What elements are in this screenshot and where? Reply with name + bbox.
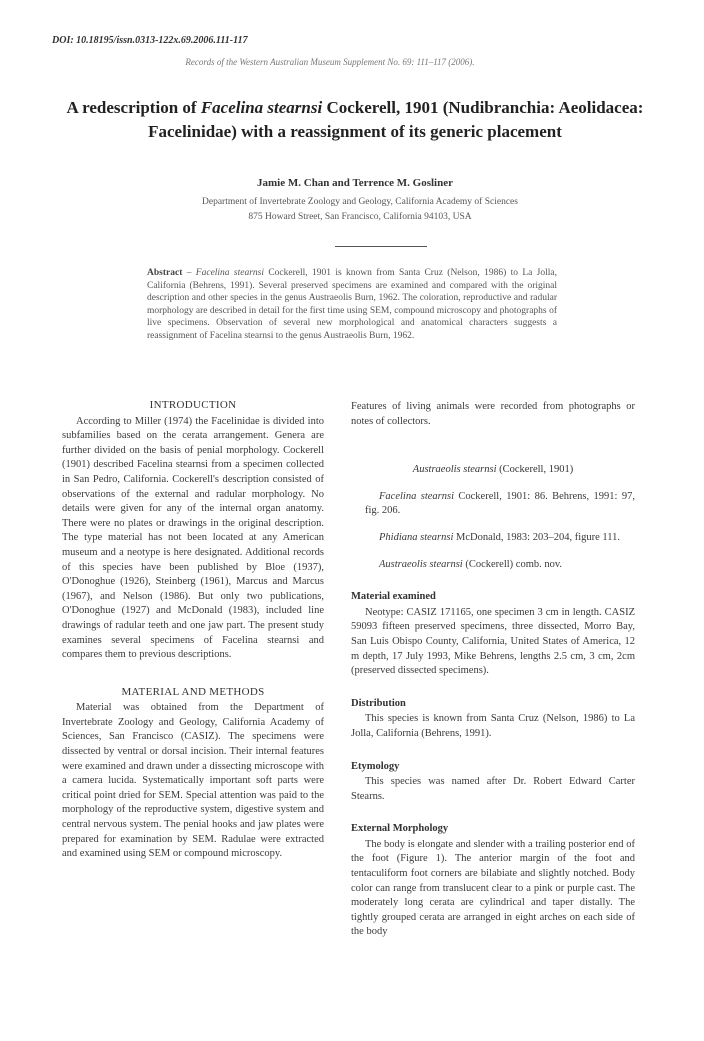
abstract — [147, 267, 557, 342]
synonym-2-ref: McDonald, 1983: 203–204, figure 111. — [453, 531, 621, 543]
material-heading: Material examined — [351, 591, 436, 603]
title-part-1: A redescription of — [66, 98, 201, 117]
synonym-1-ref: Cockerell, 1901: 86. Behrens, 1991: 97, fig. 206. — [365, 490, 635, 517]
doi-line: DOI: 10.18195/issn.0313-122x.69.2006.111-117 — [52, 35, 248, 46]
species-heading — [351, 463, 635, 478]
journal-citation: Records of the Western Australian Museum Supplement No. 69: 111–117 (2006). — [185, 57, 475, 67]
species-heading-author: (Cockerell, 1901) — [496, 464, 574, 476]
synonym-3 — [351, 558, 635, 573]
left-column — [62, 398, 324, 862]
external-morphology-text: The body is elongate and slender with a trailing posterior end of the foot (Figure 1). The anterior margin of the foot and tentaculiform foot corners are bilabiate and slightly notched. Body color can range from translucent clear to a pink or purple cast. The moderately long cerata are cylindrical and taper distally. The tightly grouped cerata are arranged in eight arches on each side of the body — [351, 838, 635, 938]
authors: Jamie M. Chan and Terrence M. Gosliner — [257, 177, 453, 189]
synonym-3-ref: (Cockerell) comb. nov. — [462, 558, 563, 570]
synonym-1 — [351, 490, 635, 519]
abstract-label: Abstract — [147, 268, 183, 278]
right-column — [351, 400, 635, 940]
paper-title — [30, 96, 680, 144]
affiliation-line-2: 875 Howard Street, San Francisco, California 94103, USA — [248, 212, 472, 222]
affiliation-line-1: Department of Invertebrate Zoology and Geology, California Academy of Sciences — [202, 197, 518, 207]
synonym-2 — [351, 531, 635, 546]
etymology-text: This species was named after Dr. Robert Edward Carter Stearns. — [351, 776, 635, 802]
synonym-2-name: Phidiana stearnsi — [379, 531, 454, 543]
separator-rule — [335, 246, 427, 247]
abstract-text: Cockerell, 1901 is known from Santa Cruz (Nelson, 1986) to La Jolla, California (Behrens, 1991). Several preserved specimens are examined and compared with the original description and other species in the genus Austraeolis Burn, 1962. The coloration, reproductive and radular morphology are described in detail for the first time using SEM, compound microscopy and photographs of live specimens. Observation of several new morphological and anatomical characters suggests a reassignment of Facelina stearnsi to the genus Austraeolis Burn, 1962. — [147, 268, 557, 341]
methods-text: Material was obtained from the Department of Invertebrate Zoology and Geology, California Academy of Sciences, San Francisco (CASIZ). The specimens were dissected by ventral or dorsal incision. Their internal features were examined and drawn under a dissecting microscope with a camera lucida. Systematically important soft parts were critical point dried for SEM. Special attention was paid to the morphology of the reproductive system, digestive system and central nervous system. The penial hooks and jaw plates were prepared for examination by SEM. Radulae were extracted and examined using SEM or compound microscopy. — [62, 702, 324, 860]
introduction-heading: INTRODUCTION — [149, 399, 237, 411]
material-text: Neotype: CASIZ 171165, one specimen 3 cm in length. CASIZ 59093 fifteen preserved specimens, three dissected, Morro Bay, San Luis Obispo County, California, United States of America, 12 m depth, 17 July 1993, Mike Behrens, lengths 2.5 cm, 3 cm, 2cm (preserved dissected specimens). — [351, 606, 635, 677]
distribution-heading: Distribution — [351, 697, 406, 709]
methods-heading: MATERIAL AND METHODS — [121, 685, 265, 698]
continued-text: Features of living animals were recorded from photographs or notes of collectors. — [351, 401, 635, 427]
title-part-2: Cockerell, 1901 (Nudibranchia: Aeolidacea: Facelinidae) with a reassignment of its generic placement — [148, 98, 644, 141]
external-morphology-heading: External Morphology — [351, 823, 449, 835]
species-heading-name: Austraeolis stearnsi — [412, 464, 497, 476]
abstract-dash: – — [182, 268, 196, 278]
synonym-1-name: Facelina stearnsi — [379, 490, 454, 502]
abstract-species: Facelina stearnsi — [195, 268, 264, 278]
etymology-heading: Etymology — [351, 760, 400, 772]
distribution-text: This species is known from Santa Cruz (Nelson, 1986) to La Jolla, California (Behrens, 1991). — [351, 713, 635, 739]
introduction-text: According to Miller (1974) the Facelinidae is divided into subfamilies based on the cerata arrangement. Genera are further divided on the basis of penial morphology. Cockerell (1901) described Facelina stearnsi from a specimen collected in San Pedro, California. Cockerell's description consisted of observations of the external and radular morphology. No details were given for any of the internal organ anatomy. There were no plates or drawings in the original description. The type material has not been located at any American museum and a neotype is here designated. Additional records of this species have been published by Bloe (1937), O'Donoghue (1926), Steinberg (1961), Marcus and Marcus (1967), and Nelson (1986). But only two publications, O'Donoghue (1927) and McDonald (1983), included line drawings of radular teeth and one jaw part. The present study examines several specimens of Facelina stearnsi and compares them to previous descriptions. — [62, 415, 324, 661]
synonym-3-name: Austraeolis stearnsi — [379, 558, 463, 570]
title-species: Facelina stearnsi — [200, 98, 323, 117]
affiliation — [110, 195, 610, 225]
